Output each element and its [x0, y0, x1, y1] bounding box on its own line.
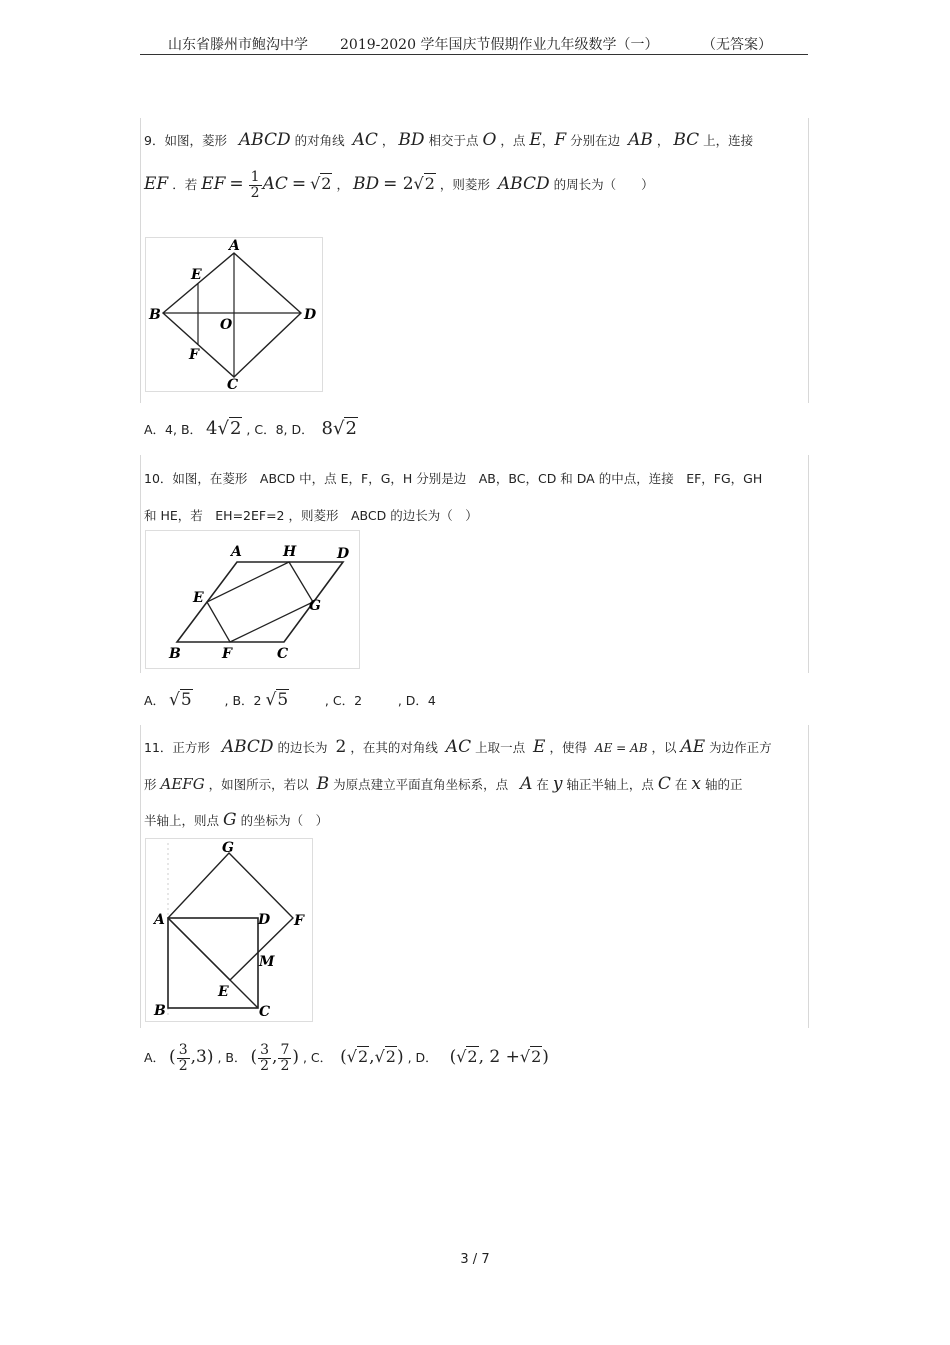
- label-a: A: [229, 238, 240, 254]
- text: 分别在边: [570, 133, 621, 148]
- text: 的边长为: [277, 740, 328, 755]
- label-e: E: [218, 984, 229, 1000]
- coef: 8: [321, 418, 333, 439]
- sqrt: √2: [519, 1047, 542, 1066]
- label-b: B: [154, 1003, 166, 1019]
- math-var: F: [554, 130, 567, 150]
- radicand: 2: [385, 1047, 396, 1066]
- q9-figure: [145, 237, 325, 396]
- frac-den: 2: [250, 185, 260, 201]
- option-text: , C．8, D．: [246, 422, 314, 437]
- fraction: [177, 1043, 190, 1074]
- math-var: ABCD: [238, 130, 291, 150]
- math-var: AB: [628, 130, 653, 150]
- radicand: 2: [345, 418, 357, 439]
- quadrilateral-efgh: [207, 562, 313, 642]
- math-text: ,: [272, 1047, 278, 1067]
- math-var: G: [223, 810, 237, 830]
- header-note: （无答案）: [702, 37, 772, 53]
- option-text: , B．: [217, 1050, 247, 1065]
- label-a: A: [231, 544, 242, 560]
- frac-den: 2: [178, 1058, 188, 1074]
- option-text: , D．4: [397, 693, 436, 708]
- text: 的周长为（ ）: [553, 177, 654, 192]
- text: ．若: [172, 177, 198, 192]
- frac-den: 2: [280, 1058, 290, 1074]
- text: 形: [144, 777, 157, 792]
- text: 轴正半轴上，点: [566, 777, 654, 792]
- math-op: =: [291, 174, 307, 194]
- q11-line-3: [144, 810, 806, 830]
- frac-num: 3: [260, 1042, 270, 1058]
- text: ，: [656, 133, 670, 148]
- figure-frame: [146, 839, 313, 1022]
- option-text: , C．2: [324, 693, 363, 708]
- frac-num: 7: [280, 1042, 290, 1058]
- math-var: y: [552, 774, 563, 794]
- frac-num: 3: [178, 1042, 188, 1058]
- label-o: O: [220, 317, 233, 333]
- label-g: G: [222, 840, 234, 856]
- label-e: E: [193, 590, 204, 606]
- frac-num: 1: [250, 169, 260, 185]
- label-f: F: [222, 646, 232, 662]
- math-num: 2: [335, 737, 347, 757]
- sqrt: √2: [346, 1047, 369, 1066]
- text: ，以: [651, 740, 677, 755]
- text: 上取一点: [475, 740, 526, 755]
- math-var: ABCD: [221, 737, 274, 757]
- q9-line-1: [144, 130, 806, 150]
- q9-line-2: [144, 170, 806, 201]
- text: 为边作正方: [709, 740, 772, 755]
- math-var: AEFG: [160, 775, 205, 793]
- page-number: 3 / 7: [460, 1252, 490, 1267]
- text: ，使得: [549, 740, 587, 755]
- option-text: A．: [144, 693, 166, 708]
- label-f: F: [189, 347, 199, 363]
- label-d: D: [258, 912, 271, 928]
- option-b-value: √5: [265, 690, 289, 710]
- option-d-value: 8√2: [321, 418, 357, 439]
- math-var: BD: [352, 174, 380, 194]
- math-var: EF: [144, 174, 169, 194]
- q9-options: [144, 418, 806, 439]
- text: 轴的正: [705, 777, 743, 792]
- fraction: [258, 1043, 271, 1074]
- q10-options: [144, 690, 806, 710]
- q9-number: 9．如图，菱形: [144, 133, 227, 148]
- math-op: = 2: [383, 174, 414, 194]
- math-var: O: [482, 130, 497, 150]
- label-g: G: [309, 598, 321, 614]
- math-var: A: [520, 774, 533, 794]
- sqrt: √2: [456, 1047, 478, 1066]
- label-d: D: [337, 546, 350, 562]
- label-c: C: [227, 377, 239, 392]
- math-var: BD: [398, 130, 425, 150]
- paren: (: [169, 1047, 176, 1067]
- q10-line-1: 10．如图，在菱形 ABCD 中，点 E，F，G，H 分别是边 AB，BC，CD 和 DA 的中点，连接 EF，FG，GH: [144, 471, 763, 486]
- text: ，: [541, 133, 555, 148]
- paren: (: [340, 1047, 347, 1067]
- math-var: x: [691, 774, 702, 794]
- math-var: AC: [445, 737, 472, 757]
- radicand: 5: [277, 690, 289, 710]
- paren: (: [250, 1047, 258, 1067]
- math-var: AC: [262, 174, 288, 194]
- label-e: E: [191, 267, 202, 283]
- q11-line-1: [144, 737, 806, 757]
- label-h: H: [283, 544, 297, 560]
- q10-figure: [145, 530, 362, 674]
- option-text: , D．: [407, 1050, 438, 1065]
- math-var: AE: [680, 737, 706, 757]
- text: ，则菱形: [439, 177, 490, 192]
- option-text: , C．: [302, 1050, 333, 1065]
- diagonal-ac: [168, 918, 258, 1008]
- math-var: E: [529, 130, 542, 150]
- text: 的坐标为（ ）: [240, 813, 329, 828]
- radicand: 2: [424, 174, 435, 193]
- sqrt: √2: [413, 174, 435, 193]
- sqrt: √2: [310, 174, 332, 193]
- math-var: EF: [201, 174, 226, 194]
- label-b: B: [169, 646, 181, 662]
- paren: ): [396, 1047, 404, 1067]
- q11-figure: [145, 838, 315, 1027]
- math-var: BC: [673, 130, 700, 150]
- text: 相交于点: [428, 133, 479, 148]
- radicand: 2: [229, 418, 242, 439]
- label-c: C: [277, 646, 289, 662]
- radicand: 2: [321, 174, 332, 193]
- math-op: =: [229, 174, 244, 194]
- math-var: C: [657, 774, 671, 794]
- text: ，点: [500, 133, 526, 148]
- text: 在: [536, 777, 549, 792]
- text: 在: [674, 777, 688, 792]
- text: 的对角线: [294, 133, 345, 148]
- header-title: 2019-2020 学年国庆节假期作业九年级数学（一）: [340, 37, 659, 53]
- page-header: [140, 30, 808, 55]
- math-text: , 2 +: [478, 1047, 520, 1067]
- label-c: C: [259, 1004, 271, 1020]
- sqrt: √2: [374, 1047, 396, 1066]
- coef: 4: [206, 418, 218, 439]
- text: ，: [381, 133, 395, 148]
- header-school: 山东省滕州市鲍沟中学: [168, 37, 308, 53]
- paren: ): [292, 1047, 299, 1067]
- math-expr: AE = AB: [594, 741, 648, 755]
- math-var: ABCD: [497, 174, 550, 194]
- text: 上，连接: [703, 133, 754, 148]
- q11-line-2: [144, 774, 806, 794]
- text: 半轴上，则点: [144, 813, 220, 828]
- q11-number: 11．正方形: [144, 740, 210, 755]
- math-text: ,3): [190, 1047, 214, 1067]
- radicand: 2: [531, 1047, 542, 1066]
- radicand: 2: [467, 1047, 478, 1066]
- fraction: [249, 170, 262, 201]
- radicand: 5: [180, 690, 192, 710]
- q10-line-2: 和 HE，若 EH=2EF=2 ，则菱形 ABCD 的边长为（ ）: [144, 508, 478, 523]
- label-d: D: [304, 307, 317, 323]
- paren: (: [449, 1047, 457, 1067]
- frac-den: 2: [260, 1058, 270, 1074]
- q11-options: [144, 1043, 806, 1074]
- math-text: ,: [369, 1047, 375, 1067]
- radicand: 2: [357, 1047, 369, 1066]
- rhombus-abcd: [163, 253, 301, 377]
- label-m: M: [259, 954, 275, 970]
- math-var: E: [533, 737, 546, 757]
- text: ，在其的对角线: [350, 740, 438, 755]
- option-text: A．: [144, 1050, 166, 1065]
- label-b: B: [149, 307, 161, 323]
- math-var: AC: [352, 130, 378, 150]
- option-text: , B．2: [224, 693, 262, 708]
- paren: ): [542, 1047, 549, 1067]
- option-text: A．4, B．: [144, 422, 203, 437]
- label-a: A: [154, 912, 165, 928]
- text: ，如图所示，若以: [208, 777, 309, 792]
- text: ，: [336, 177, 349, 192]
- text: 为原点建立平面直角坐标系，点: [333, 777, 509, 792]
- label-f: F: [294, 913, 304, 929]
- option-a-value: √5: [169, 690, 192, 710]
- math-var: B: [316, 774, 330, 794]
- option-b-value: 4√2: [206, 418, 242, 439]
- fraction: [278, 1043, 291, 1074]
